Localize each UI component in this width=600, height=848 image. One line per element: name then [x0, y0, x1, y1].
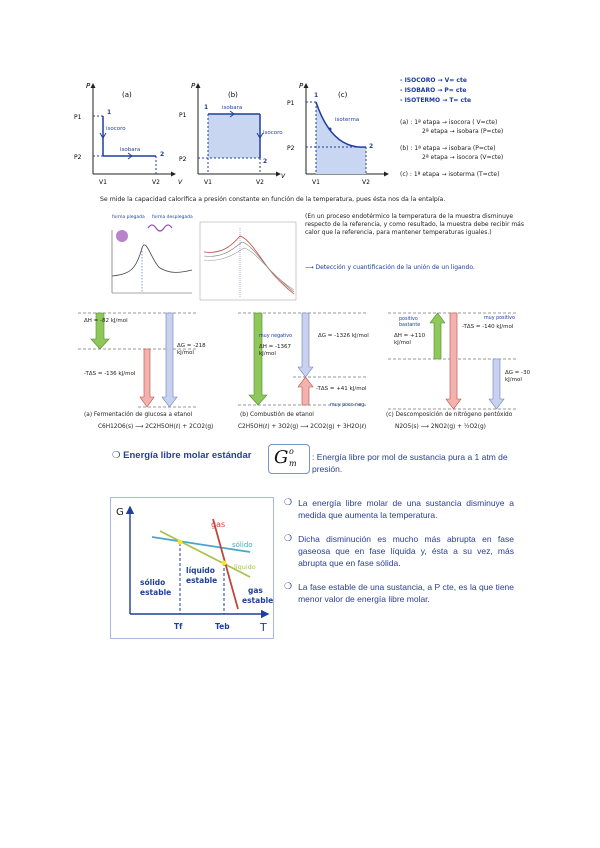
- equation-c: N2O5(s) ⟶ 2NO2(g) + ½O2(g): [395, 424, 486, 430]
- graph-b-p1: P1: [179, 112, 187, 119]
- symbol-sub: m: [289, 459, 297, 468]
- label-folded: forma plegada: [112, 215, 145, 220]
- region-gas-2: estable: [242, 596, 274, 605]
- graph-a-isobara: isobara: [120, 147, 141, 153]
- diagram-a-dg: ΔG = -218 kJ/mol: [177, 343, 206, 356]
- melting-point-marker: [178, 540, 183, 545]
- chart-x-label: T: [260, 621, 267, 634]
- chart-y-label: G: [116, 507, 124, 518]
- graph-b-isobara: isobara: [222, 105, 243, 111]
- points-list: [284, 497, 514, 605]
- arrow-note-text: Detección y cuantificación de la unión de un ligando.: [315, 264, 475, 271]
- v-axis-label: V: [178, 179, 183, 186]
- definition-isotermo: - ISOTERMO → T= cte: [400, 97, 472, 104]
- step-a2: 2ª etapa → isobara (P=cte): [422, 128, 504, 135]
- graph-a-label: (a): [122, 91, 132, 99]
- caption-b: (b) Combustión de etanol: [240, 412, 314, 418]
- graph-b-point-1: 1: [204, 104, 209, 111]
- diagram-b-note2: muy poco neg.: [330, 403, 366, 408]
- graph-b-label: (b): [228, 91, 238, 99]
- region-gas-1: gas: [248, 586, 263, 595]
- point-3: [284, 581, 514, 605]
- gas-line-label: gas: [211, 520, 226, 529]
- graph-a-point-2: 2: [160, 151, 165, 158]
- step-a1: (a) : 1ª etapa → isocora ( V=cte): [400, 119, 498, 126]
- phase-chart: [110, 497, 274, 639]
- graph-c-isoterma: isoterma: [335, 117, 360, 123]
- graph-c-label: (c): [338, 91, 348, 99]
- step-b2: 2ª etapa → isocora (V=cte): [422, 154, 504, 161]
- graph-b-isocoro: isocoro: [263, 130, 283, 136]
- region-liquid-1: líquido: [186, 566, 215, 575]
- graph-b-v1: V1: [204, 179, 212, 186]
- equation-a: C6H12O6(s) ⟶ 2C2H5OH(ℓ) + 2CO2(g): [98, 424, 214, 430]
- definition-isobaro: - ISOBARO → P= cte: [400, 87, 467, 94]
- equation-b: C2H5OH(ℓ) + 3O2(g) ⟶ 2CO2(g) + 3H2O(ℓ): [238, 424, 367, 430]
- v-axis-label-b: V: [281, 173, 286, 180]
- molar-energy-title: Energía libre molar estándar: [123, 450, 252, 461]
- molar-energy-line: [112, 450, 251, 461]
- point-3-text: La fase estable de una sustancia, a P cte, es la que tiene menor valor de energía libre molar.: [298, 582, 514, 604]
- pv-graph-b: [179, 82, 283, 186]
- graph-a-v1: V1: [99, 179, 107, 186]
- graph-c-v1: V1: [312, 179, 320, 186]
- graph-a-p2: P2: [74, 154, 82, 161]
- arrow-icon: ⟶: [305, 264, 316, 271]
- graph-c-p2: P2: [287, 145, 295, 152]
- symbol-g: G: [274, 447, 289, 468]
- point-2: [284, 533, 514, 569]
- diagram-a-dh: ΔH = -82 kJ/mol: [84, 318, 128, 324]
- label-unfolded: forma desplegada: [152, 215, 193, 220]
- graph-b-p2: P2: [179, 156, 187, 163]
- diagram-b-dh: ΔH = -1367 kJ/mol: [259, 344, 291, 357]
- calorimetry-arrow-note: [305, 264, 535, 271]
- boiling-point-marker: [222, 561, 227, 566]
- definition-text: : Energía libre por mol de sustancia pura a 1 atm de presión.: [312, 452, 508, 474]
- region-liquid-2: estable: [186, 576, 218, 585]
- tf-label: Tf: [174, 622, 183, 631]
- liquid-line-label: líquido: [234, 563, 256, 571]
- bullet-icon: ❍: [112, 450, 121, 461]
- graph-a-p1: P1: [74, 114, 82, 121]
- graph-c-point-2: 2: [369, 143, 374, 150]
- steps-list: [400, 118, 503, 179]
- diagram-a-tds: -TΔS = -136 kJ/mol: [84, 371, 136, 377]
- bullet-icon: ❍: [284, 497, 293, 507]
- point-2-text: Dicha disminución es mucho más abrupta en fase gaseosa que en fase líquida y, ésta a su vez, más abrupta que en fase sólida.: [298, 534, 514, 568]
- energy-diagram-a: [78, 313, 198, 407]
- diagram-b-tds: -TΔS = +41 kJ/mol: [316, 386, 367, 392]
- calorimetry-plots: [100, 208, 300, 304]
- graph-c-v2: V2: [362, 179, 370, 186]
- step-b1: (b) : 1ª etapa → isobara (P=cte): [400, 145, 496, 152]
- p-axis-label-c: P: [299, 82, 304, 90]
- molar-energy-symbol-box: [268, 444, 310, 474]
- caption-c: (c) Descomposición de nitrógeno pentóxido: [386, 412, 513, 418]
- graph-b-v2: V2: [256, 179, 264, 186]
- molar-energy-definition: [312, 451, 512, 475]
- region-solid-1: sólido: [140, 578, 166, 587]
- graph-a-point-1: 1: [107, 109, 112, 116]
- definition-isocoro: - ISOCORO → V= cte: [400, 77, 467, 84]
- point-1-text: La energía libre molar de una sustancia disminuye a medida que aumenta la temperatura.: [298, 498, 514, 520]
- calorimetry-note: (En un proceso endotérmico la temperatura de la muestra disminuye respecto de la referencia, y como resultado, la muestra debe recibir más calor que la referencia, para mantener temperaturas iguales.): [305, 213, 524, 236]
- graph-c-point-1: 1: [314, 92, 319, 99]
- definitions-list: [400, 76, 471, 106]
- diagram-c-note1: positivo bastante: [399, 317, 421, 328]
- graph-a-v2: V2: [152, 179, 160, 186]
- point-1: [284, 497, 514, 521]
- diagram-c-dg: ΔG = -30 kJ/mol: [505, 370, 531, 383]
- p-axis-label: P: [86, 82, 91, 90]
- graph-b-point-2: 2: [263, 158, 268, 165]
- graph-c-p1: P1: [287, 100, 295, 107]
- diagram-c-note2: muy positivo: [484, 316, 515, 321]
- bullet-icon: ❍: [284, 581, 293, 591]
- p-axis-label-b: P: [191, 82, 196, 90]
- symbol-sup: o: [289, 447, 294, 456]
- bullet-icon: ❍: [284, 533, 293, 543]
- diagram-c-dh: ΔH = +110 kJ/mol: [394, 333, 426, 346]
- energy-diagrams: [78, 305, 538, 417]
- caption-a: (a) Fermentación de glucosa a etanol: [84, 412, 193, 418]
- diagram-c-tds: -TΔS = -140 kJ/mol: [462, 324, 514, 330]
- pv-diagrams: [70, 78, 390, 190]
- step-c1: (c) : 1ª etapa → isoterma (T=cte): [400, 171, 500, 178]
- calorimetry-heading: Se mide la capacidad calorífica a presión constante en función de la temperatura, pues ésta nos da la entalpía.: [100, 196, 446, 203]
- diagram-b-note1: muy negativo: [259, 334, 293, 339]
- solid-line-label: sólido: [232, 541, 253, 549]
- diagram-b-dg: ΔG = -1326 kJ/mol: [318, 333, 369, 339]
- graph-a-isocoro: isocoro: [106, 126, 126, 132]
- pv-graph-a: [74, 82, 175, 186]
- region-solid-2: estable: [140, 588, 172, 597]
- teb-label: Teb: [215, 622, 230, 631]
